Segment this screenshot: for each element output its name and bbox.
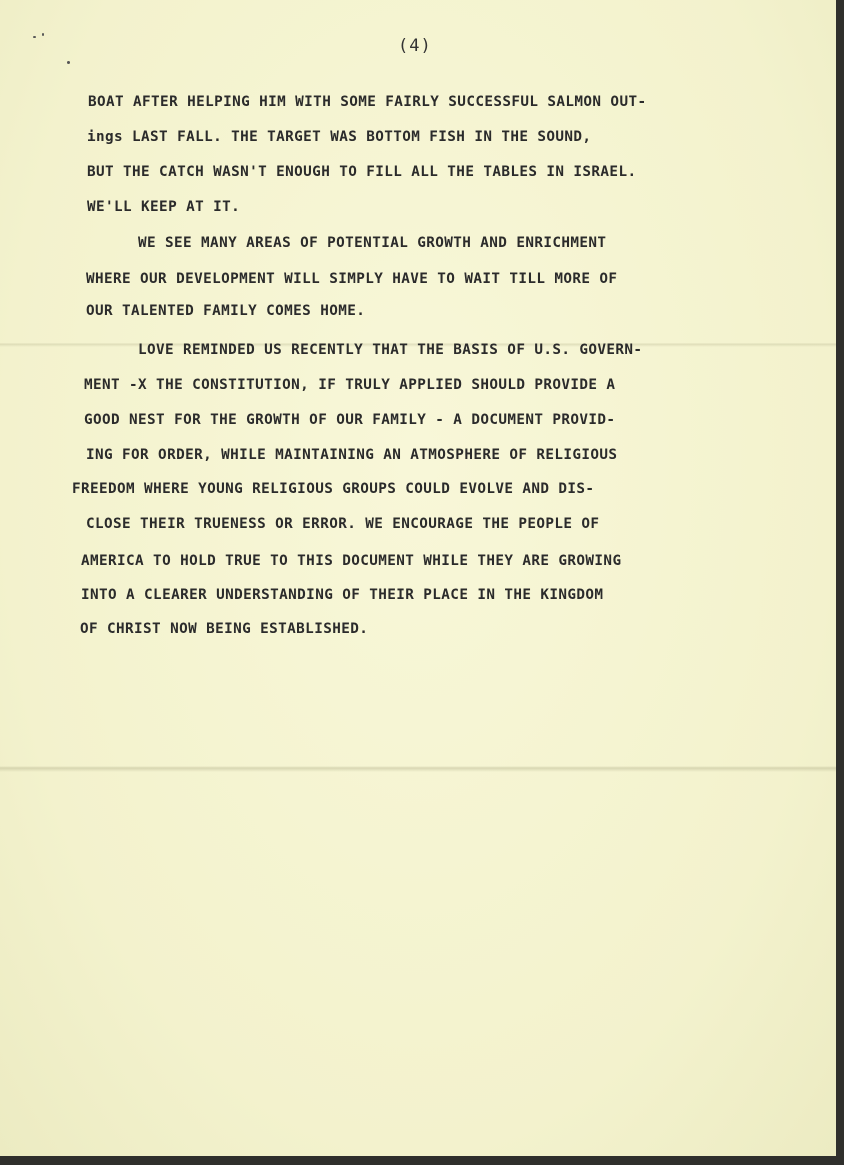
ink-speck (33, 36, 36, 38)
text-line: ings LAST FALL. THE TARGET WAS BOTTOM FISH IN THE SOUND, (87, 129, 592, 145)
scan-border-right (836, 0, 844, 1165)
scan-border-bottom (0, 1156, 844, 1165)
text-line: OUR TALENTED FAMILY COMES HOME. (86, 303, 366, 319)
text-line: INTO A CLEARER UNDERSTANDING OF THEIR PLACE IN THE KINGDOM (81, 587, 604, 603)
text-line: LOVE REMINDED US RECENTLY THAT THE BASIS OF U.S. GOVERN- (138, 342, 643, 358)
text-line: WHERE OUR DEVELOPMENT WILL SIMPLY HAVE TO WAIT TILL MORE OF (86, 271, 618, 287)
page-number: (4) (398, 36, 432, 56)
text-line: BUT THE CATCH WASN'T ENOUGH TO FILL ALL THE TABLES IN ISRAEL. (87, 164, 637, 180)
text-line: WE'LL KEEP AT IT. (87, 199, 241, 215)
text-line: ING FOR ORDER, WHILE MAINTAINING AN ATMOSPHERE OF RELIGIOUS (86, 447, 618, 463)
ink-speck (67, 61, 70, 64)
text-line: WE SEE MANY AREAS OF POTENTIAL GROWTH AND ENRICHMENT (138, 235, 607, 251)
text-line: GOOD NEST FOR THE GROWTH OF OUR FAMILY - A DOCUMENT PROVID- (84, 412, 616, 428)
text-line: BOAT AFTER HELPING HIM WITH SOME FAIRLY SUCCESSFUL SALMON OUT- (88, 94, 647, 110)
text-line: AMERICA TO HOLD TRUE TO THIS DOCUMENT WHILE THEY ARE GROWING (81, 553, 622, 569)
text-line: MENT -X THE CONSTITUTION, IF TRULY APPLIED SHOULD PROVIDE A (84, 377, 616, 393)
text-line: OF CHRIST NOW BEING ESTABLISHED. (80, 621, 369, 637)
ink-speck (42, 33, 44, 36)
text-line: CLOSE THEIR TRUENESS OR ERROR. WE ENCOURAGE THE PEOPLE OF (86, 516, 600, 532)
text-line: FREEDOM WHERE YOUNG RELIGIOUS GROUPS COULD EVOLVE AND DIS- (72, 481, 595, 497)
